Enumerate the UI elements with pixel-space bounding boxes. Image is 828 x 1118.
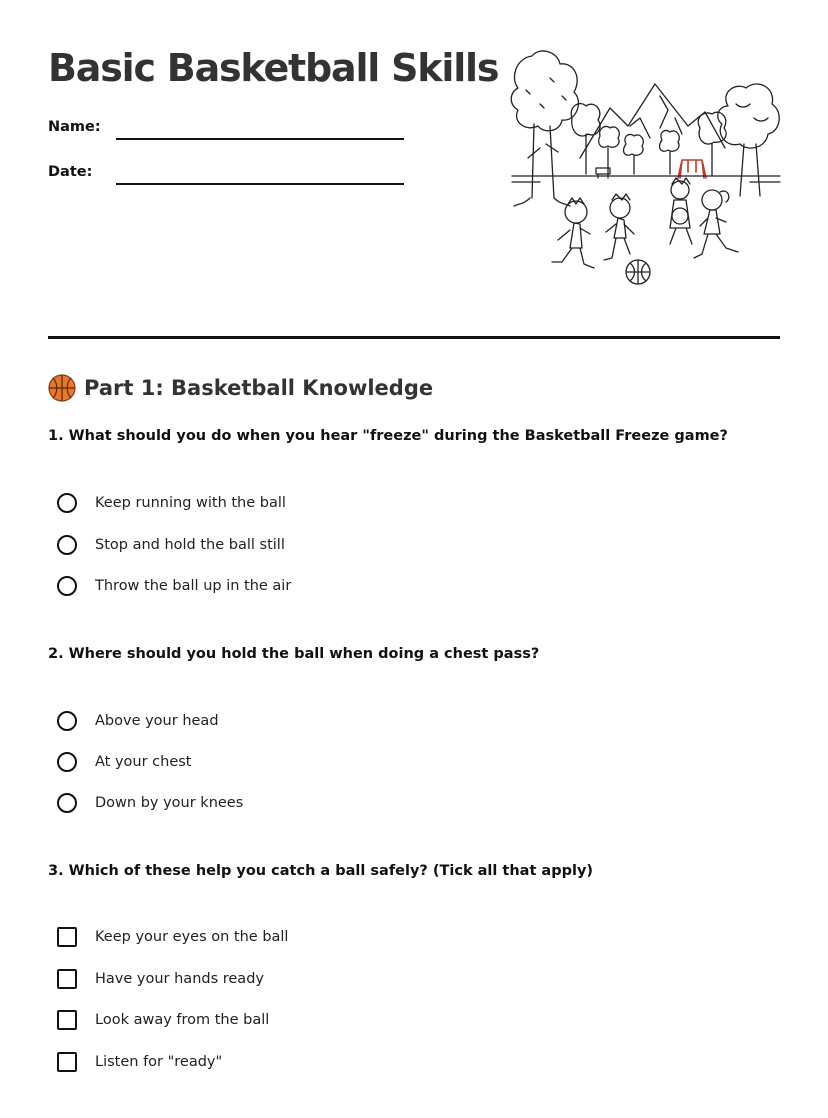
- option-label: Down by your knees: [95, 795, 244, 811]
- option-label: Listen for "ready": [95, 1054, 223, 1070]
- option-label: Have your hands ready: [95, 971, 264, 987]
- name-write-line[interactable]: [116, 138, 404, 140]
- radio-button[interactable]: [57, 752, 77, 772]
- section-divider: [48, 336, 780, 339]
- question-2-option-2[interactable]: [57, 749, 192, 775]
- checkbox[interactable]: [57, 969, 77, 989]
- question-1-option-3[interactable]: [57, 573, 291, 599]
- date-write-line[interactable]: [116, 183, 404, 185]
- radio-button[interactable]: [57, 535, 77, 555]
- name-label: Name:: [48, 119, 101, 135]
- radio-button[interactable]: [57, 493, 77, 513]
- checkbox[interactable]: [57, 927, 77, 947]
- page-title: Basic Basketball Skills: [48, 46, 499, 90]
- option-label: Stop and hold the ball still: [95, 537, 285, 553]
- question-3: 3. Which of these help you catch a ball safely? (Tick all that apply): [48, 863, 594, 879]
- question-3-option-1[interactable]: [57, 924, 288, 950]
- question-1: 1. What should you do when you hear "freeze" during the Basketball Freeze game?: [48, 428, 728, 444]
- children-basketball-illustration: [510, 48, 782, 288]
- checkbox[interactable]: [57, 1010, 77, 1030]
- radio-button[interactable]: [57, 576, 77, 596]
- question-1-option-2[interactable]: [57, 532, 285, 558]
- option-label: At your chest: [95, 754, 192, 770]
- option-label: Look away from the ball: [95, 1012, 270, 1028]
- radio-button[interactable]: [57, 793, 77, 813]
- question-2-option-1[interactable]: [57, 708, 219, 734]
- date-field[interactable]: [48, 162, 408, 192]
- option-label: Keep running with the ball: [95, 495, 286, 511]
- question-3-option-3[interactable]: [57, 1007, 269, 1033]
- question-3-option-4[interactable]: [57, 1049, 222, 1075]
- section-heading: [48, 374, 433, 402]
- question-1-option-1[interactable]: [57, 490, 286, 516]
- basketball-emoji-icon: [48, 374, 76, 402]
- option-label: Throw the ball up in the air: [95, 578, 292, 594]
- name-field[interactable]: [48, 117, 408, 147]
- section-heading-text: Part 1: Basketball Knowledge: [84, 376, 434, 400]
- question-3-option-2[interactable]: [57, 966, 264, 992]
- option-label: Keep your eyes on the ball: [95, 929, 289, 945]
- radio-button[interactable]: [57, 711, 77, 731]
- question-2: 2. Where should you hold the ball when doing a chest pass?: [48, 646, 540, 662]
- question-2-option-3[interactable]: [57, 790, 243, 816]
- date-label: Date:: [48, 164, 93, 180]
- option-label: Above your head: [95, 713, 219, 729]
- checkbox[interactable]: [57, 1052, 77, 1072]
